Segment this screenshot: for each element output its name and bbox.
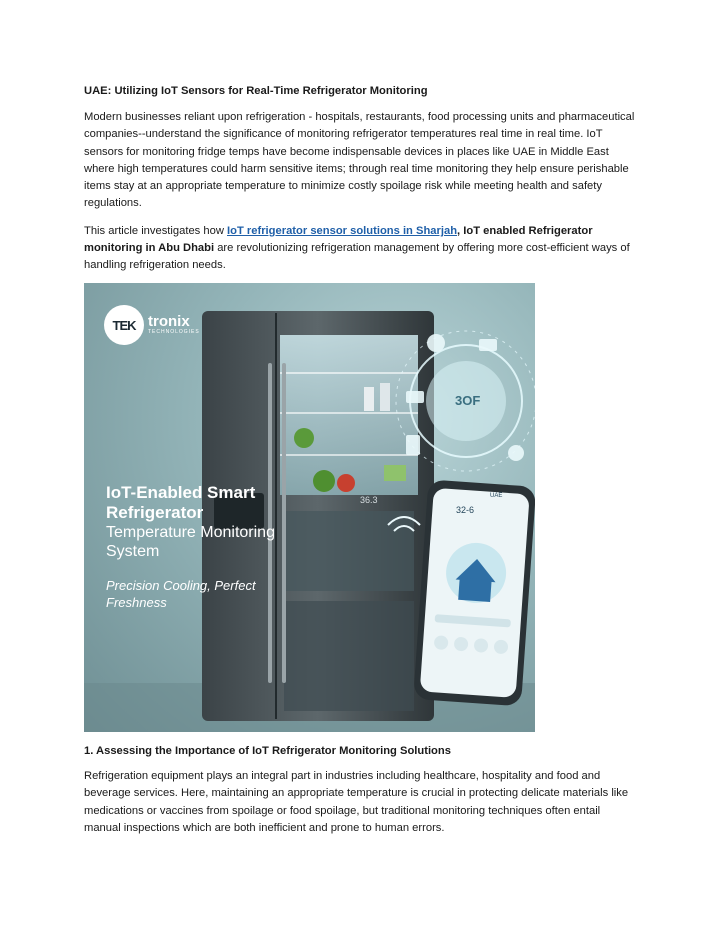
tektronix-logo: [104, 305, 216, 345]
section-heading: 1. Assessing the Importance of IoT Refrigerator Monitoring Solutions: [84, 745, 451, 757]
hud-temperature: 3OF: [455, 393, 481, 408]
smartphone: [413, 479, 535, 706]
phone-temperature: 32-6: [456, 505, 475, 515]
produce-item: [337, 474, 355, 492]
abu-dhabi-bold-text: , IoT enabled Refrigerator monitoring in Abu Dhabi: [84, 224, 593, 255]
scope-text-before: This article investigates how: [84, 224, 228, 237]
logo-name: tronix: [148, 313, 190, 330]
article-title: UAE: Utilizing IoT Sensors for Real-Time Refrigerator Monitoring: [84, 85, 428, 97]
caption-tagline-line2: Freshness: [106, 595, 167, 610]
thermostat-icon: [508, 445, 524, 461]
scope-text-after: are revolutionizing refrigeration management by offering more cost-efficient ways of handling refrigeration needs.: [84, 242, 630, 272]
ac-unit-icon: [406, 391, 424, 403]
produce-item: [294, 428, 314, 448]
caption-title-line2: Refrigerator: [106, 503, 204, 522]
logo-subtitle: TECHNOLOGIES: [148, 329, 200, 335]
produce-item: [313, 470, 335, 492]
bottle-item: [380, 383, 390, 411]
device-icon: [479, 339, 497, 351]
fridge-drawer: [284, 601, 414, 711]
bulb-icon: [427, 334, 445, 352]
logo-mark: TEK: [104, 305, 144, 345]
intro-paragraph: Modern businesses reliant upon refrigeration - hospitals, restaurants, food processing units and pharmaceutical companies--understand the significance of monitoring refrigerator temperatures real time in real time. IoT sensors for monitoring fridge temps have become indispensable devices in places like UAE in Middle East where high temperatures could harm sensitive items; through real time monitoring they help ensure perishable items stay at an appropriate temperature to minimize costly spoilage risk while meeting health and safety regulations.: [84, 111, 635, 210]
caption-tagline-line1: Precision Cooling, Perfect: [106, 578, 256, 593]
sensor-icon: [406, 435, 420, 455]
scope-paragraph: [84, 223, 636, 275]
caption-subtitle-line2: System: [106, 543, 160, 560]
section-paragraph: Refrigeration equipment plays an integral part in industries including healthcare, hospitality and food and beverage services. Here, maintaining an appropriate temperature is crucial in protecting delicate materials like medications or vaccines from spoilage or food spoilage, but traditional monitoring techniques often entail manual inspections which are both inefficient and prone to human errors.: [84, 770, 629, 834]
produce-item: [384, 465, 406, 481]
phone-region-label: UAE: [490, 493, 503, 499]
illustration-caption: [106, 483, 316, 611]
caption-title-line1: IoT-Enabled Smart: [106, 483, 256, 502]
sharjah-sensor-link[interactable]: IoT refrigerator sensor solutions in Sharjah: [227, 224, 458, 237]
caption-subtitle-line1: Temperature Monitoring: [106, 524, 275, 541]
article-top: [84, 84, 636, 275]
fridge-display-reading: 36.3: [360, 495, 378, 505]
bottle-item: [364, 387, 374, 411]
smart-fridge-illustration: [84, 283, 535, 732]
